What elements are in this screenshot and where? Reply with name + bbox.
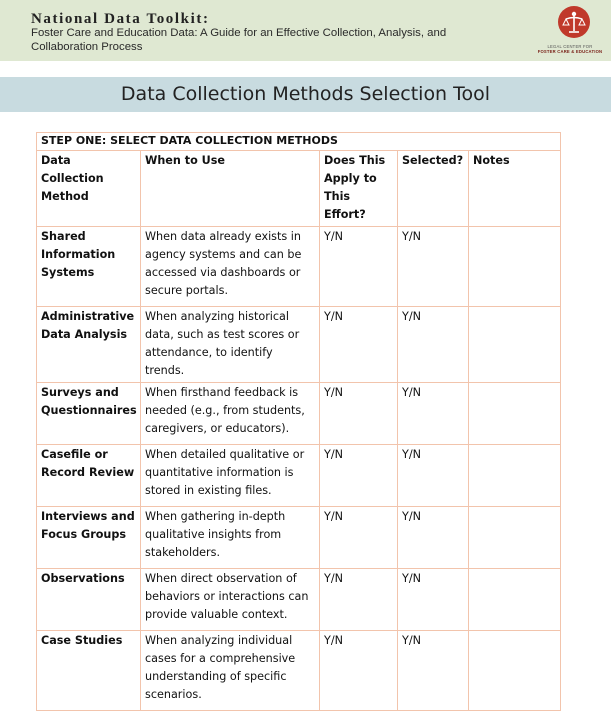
notes-cell[interactable]: [469, 227, 561, 307]
applies-cell[interactable]: Y/N: [320, 227, 398, 307]
title-band: [0, 77, 611, 112]
column-header-selected: Selected?: [398, 151, 469, 227]
toolkit-subtitle: Foster Care and Education Data: A Guide for an Effective Collection, Analysis, and Collaboration Process: [31, 27, 447, 53]
notes-cell[interactable]: [469, 307, 561, 383]
step-header-row: [37, 133, 561, 151]
method-cell: Shared Information Systems: [37, 227, 141, 307]
selected-cell[interactable]: Y/N: [398, 507, 469, 569]
selected-cell[interactable]: Y/N: [398, 631, 469, 711]
when-cell: When analyzing historical data, such as test scores or attendance, to identify trends.: [141, 307, 320, 383]
logo-line-2: FOSTER CARE & EDUCATION: [537, 49, 603, 54]
notes-cell[interactable]: [469, 569, 561, 631]
when-cell: When firsthand feedback is needed (e.g., from students, caregivers, or educators).: [141, 383, 320, 445]
method-cell: Administrative Data Analysis: [37, 307, 141, 383]
selected-cell[interactable]: Y/N: [398, 383, 469, 445]
table-row: [37, 307, 561, 383]
applies-cell[interactable]: Y/N: [320, 631, 398, 711]
methods-table: [36, 132, 561, 711]
table-row: [37, 383, 561, 445]
when-cell: When data already exists in agency systems and can be accessed via dashboards or secure portals.: [141, 227, 320, 307]
column-header-when: When to Use: [141, 151, 320, 227]
method-cell: Casefile or Record Review: [37, 445, 141, 507]
selected-cell[interactable]: Y/N: [398, 445, 469, 507]
when-cell: When detailed qualitative or quantitative information is stored in existing files.: [141, 445, 320, 507]
applies-cell[interactable]: Y/N: [320, 507, 398, 569]
column-header-notes: Notes: [469, 151, 561, 227]
column-header-row: [37, 151, 561, 227]
applies-cell[interactable]: Y/N: [320, 307, 398, 383]
when-cell: When direct observation of behaviors or interactions can provide valuable context.: [141, 569, 320, 631]
notes-cell[interactable]: [469, 507, 561, 569]
when-cell: When gathering in-depth qualitative insights from stakeholders.: [141, 507, 320, 569]
table-row: [37, 569, 561, 631]
page-title: Data Collection Methods Selection Tool: [120, 83, 491, 105]
applies-cell[interactable]: Y/N: [320, 569, 398, 631]
column-header-applies: Does This Apply to This Effort?: [320, 151, 398, 227]
method-cell: Observations: [37, 569, 141, 631]
applies-cell[interactable]: Y/N: [320, 445, 398, 507]
logo-text: [537, 44, 603, 54]
step-label: STEP ONE: SELECT DATA COLLECTION METHODS: [37, 133, 561, 151]
organization-logo: [537, 4, 603, 60]
scales-of-justice-icon: [558, 6, 590, 38]
toolkit-title: National Data Toolkit:: [31, 11, 210, 27]
logo-line-1: LEGAL CENTER FOR: [547, 44, 593, 49]
selected-cell[interactable]: Y/N: [398, 569, 469, 631]
applies-cell[interactable]: Y/N: [320, 383, 398, 445]
header-band: [0, 0, 611, 61]
method-cell: Interviews and Focus Groups: [37, 507, 141, 569]
table-row: [37, 507, 561, 569]
table-row: [37, 631, 561, 711]
method-cell: Case Studies: [37, 631, 141, 711]
method-cell: Surveys and Questionnaires: [37, 383, 141, 445]
table-row: [37, 227, 561, 307]
when-cell: When analyzing individual cases for a comprehensive understanding of specific scenarios.: [141, 631, 320, 711]
notes-cell[interactable]: [469, 445, 561, 507]
notes-cell[interactable]: [469, 631, 561, 711]
selected-cell[interactable]: Y/N: [398, 227, 469, 307]
selected-cell[interactable]: Y/N: [398, 307, 469, 383]
notes-cell[interactable]: [469, 383, 561, 445]
column-header-method: Data Collection Method: [37, 151, 141, 227]
table-row: [37, 445, 561, 507]
